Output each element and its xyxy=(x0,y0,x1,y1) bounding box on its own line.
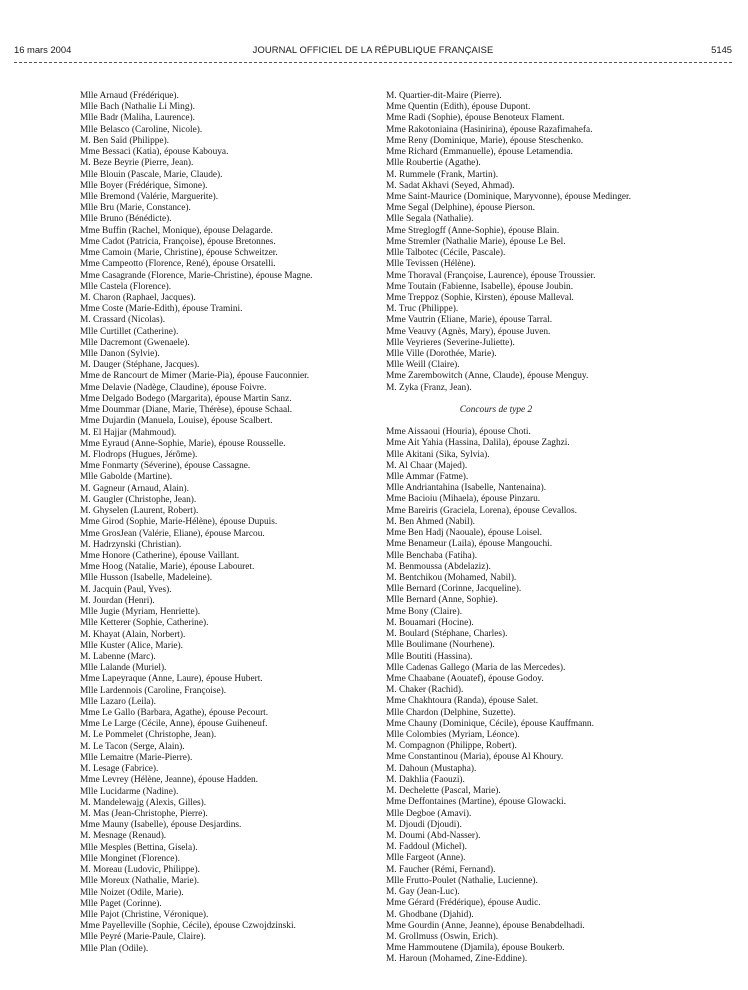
list-item: M. Chaker (Rachid). xyxy=(386,685,464,696)
list-item: Mlle Tevissen (Hélène). xyxy=(386,259,476,270)
list-item: M. Ghyselen (Laurent, Robert). xyxy=(80,506,199,517)
list-item: Mme Doummar (Diane, Marie, Thérèse), épouse Schaal. xyxy=(80,405,293,416)
list-item: Mlle Akitani (Sika, Sylvia). xyxy=(386,449,490,460)
list-item: Mlle Mesples (Bettina, Gisela). xyxy=(80,842,198,853)
list-item: M. Zyka (Franz, Jean). xyxy=(386,382,472,393)
page-header xyxy=(14,44,732,58)
list-item: Mlle Monginet (Florence). xyxy=(80,853,180,864)
list-item: Mme Aissaoui (Houria), épouse Choti. xyxy=(386,427,531,438)
list-item: Mme Buffin (Rachel, Monique), épouse Delagarde. xyxy=(80,225,273,236)
list-item: M. Dechelette (Pascal, Marie). xyxy=(386,786,501,797)
list-item: Mlle Kuster (Alice, Marie). xyxy=(80,640,184,651)
list-item: M. Al Chaar (Majed). xyxy=(386,460,468,471)
list-item: Mme GrosJean (Valérie, Eliane), épouse Marcou. xyxy=(80,528,265,539)
list-item: Mlle Pajot (Christine, Véronique). xyxy=(80,909,209,920)
list-item: Mme Radi (Sophie), épouse Benoteux Flament. xyxy=(386,113,565,124)
list-item: M. Mas (Jean-Christophe, Pierre). xyxy=(80,809,208,819)
list-item: Mlle Veyrieres (Severine-Juliette). xyxy=(386,337,515,348)
list-item: Mlle Lucidarme (Nadine). xyxy=(80,786,179,797)
list-item: M. Dauger (Stéphane, Jacques). xyxy=(80,360,200,371)
list-item: Mlle Ammar (Fatme). xyxy=(386,472,469,482)
list-item: M. Flodrops (Hugues, Jérôme). xyxy=(80,450,198,460)
list-item: Mlle Danon (Sylvie). xyxy=(80,349,160,360)
list-item: M. Ben Ahmed (Nabil). xyxy=(386,516,476,527)
list-item: Mme Honore (Catherine), épouse Vaillant. xyxy=(80,550,240,561)
list-item: Mlle Lalande (Muriel). xyxy=(80,663,167,674)
list-item: Mlle Chardon (Delphine, Suzette). xyxy=(386,707,516,718)
list-item: Mme Bareiris (Graciela, Lorena), épouse Cevallos. xyxy=(386,505,577,516)
list-item: Mlle Bru (Marie, Constance). xyxy=(80,203,191,214)
right-column xyxy=(386,91,704,966)
left-column xyxy=(80,91,380,955)
list-item: Mlle Boutiti (Hassina). xyxy=(386,651,473,662)
list-item: Mlle Peyré (Marie-Paule, Claire). xyxy=(80,932,206,943)
list-item: Mme Cadot (Patricia, Françoise), épouse Bretonnes. xyxy=(80,236,276,247)
list-item: Mme Gérard (Frédérique), épouse Audic. xyxy=(386,898,541,909)
list-item: Mlle Paget (Corinne). xyxy=(80,898,162,909)
list-item: Mlle Bernard (Anne, Sophie). xyxy=(386,595,498,606)
list-item: M. Gaugler (Christophe, Jean). xyxy=(80,494,197,505)
list-item: Mlle Lazaro (Leila). xyxy=(80,696,157,707)
list-item: Mme Chauny (Dominique, Cécile), épouse Kauffmann. xyxy=(386,718,594,729)
list-item: Mme Stremler (Nathalie Marie), épouse Le Bel. xyxy=(386,236,566,247)
list-item: Mme Le Gallo (Barbara, Agathe), épouse Pecourt. xyxy=(80,708,269,719)
list-item: Mlle Degboe (Amavi). xyxy=(386,808,472,819)
list-item: Mlle Weill (Claire). xyxy=(386,360,460,371)
list-item: M. Dakhlia (Faouzi). xyxy=(386,774,465,785)
header-date: 16 mars 2004 xyxy=(14,44,72,55)
list-item: M. Rummele (Frank, Martin). xyxy=(386,169,499,180)
list-item: M. Jourdan (Henri). xyxy=(80,595,155,606)
list-item: M. Khayat (Alain, Norbert). xyxy=(80,629,186,640)
list-item: M. Bentchikou (Mohamed, Nabil). xyxy=(386,572,517,583)
list-item: Mlle Lemaitre (Marie-Pierre). xyxy=(80,752,193,763)
list-item: Mme Veauvy (Agnès, Mary), épouse Juven. xyxy=(386,326,551,337)
list-item: M. Hadrzynski (Christian). xyxy=(80,539,182,550)
list-item: M. Beze Beyrie (Pierre, Jean). xyxy=(80,158,194,169)
list-item: M. Quartier-dit-Maire (Pierre). xyxy=(386,91,502,101)
header-page-number: 5145 xyxy=(711,44,732,55)
list-item: Mlle Noizet (Odile, Marie). xyxy=(80,887,184,898)
list-item: Mlle Belasco (Caroline, Nicole). xyxy=(80,124,203,135)
list-item: Mlle Ville (Dorothée, Marie). xyxy=(386,349,497,360)
list-item: M. Grollmuss (Oswin, Erich). xyxy=(386,931,499,942)
list-item: Mlle Segala (Nathalie). xyxy=(386,214,474,225)
list-item: M. Compagnon (Philippe, Robert). xyxy=(386,741,517,752)
list-item: Mme Hoog (Natalie, Marie), épouse Labouret. xyxy=(80,562,255,573)
list-item: Mlle Castela (Florence). xyxy=(80,281,172,292)
list-item: Mme Toutain (Fabienne, Isabelle), épouse Joubin. xyxy=(386,281,574,292)
list-item: Mlle Roubertie (Agathe). xyxy=(386,158,481,169)
list-item: Mme Treppoz (Sophie, Kirsten), épouse Malleval. xyxy=(386,292,574,303)
list-item: Mlle Moreux (Nathalie, Marie). xyxy=(80,876,200,887)
list-item: M. Doumi (Abd-Nasser). xyxy=(386,831,481,841)
list-item: M. Mesnage (Renaud). xyxy=(80,831,167,842)
list-item: Mme Fonmarty (Séverine), épouse Cassagne. xyxy=(80,461,251,472)
list-item: Mme Girod (Sophie, Marie-Hélène), épouse Dupuis. xyxy=(80,517,278,528)
right-column-list xyxy=(386,91,704,394)
list-item: M. Ghodbane (Djahid). xyxy=(386,909,474,920)
list-item: Mme Payelleville (Sophie, Cécile), épouse Czwojdzinski. xyxy=(80,921,296,932)
list-item: Mme Gourdin (Anne, Jeanne), épouse Benabdelhadi. xyxy=(386,920,585,931)
list-item: M. Le Tacon (Serge, Alain). xyxy=(80,741,185,752)
list-item: Mlle Arnaud (Frédérique). xyxy=(80,91,179,101)
list-item: M. Le Pommelet (Christophe, Jean). xyxy=(80,730,217,741)
list-item: Mlle Lardennois (Caroline, Françoise). xyxy=(80,685,227,696)
list-item: Mlle Curtillet (Catherine). xyxy=(80,326,179,337)
list-item: Mlle Dacremont (Gwenaele). xyxy=(80,337,190,348)
list-item: Mme Richard (Emmanuelle), épouse Letamendia. xyxy=(386,147,573,158)
list-item: Mlle Gabolde (Martine). xyxy=(80,472,173,483)
list-item: Mlle Plan (Odile). xyxy=(80,943,149,954)
list-item: Mme Ait Yahia (Hassina, Dalila), épouse Zaghzi. xyxy=(386,438,570,449)
list-item: M. Charon (Raphael, Jacques). xyxy=(80,292,196,303)
list-item: Mlle Cadenas Gallego (Maria de las Mercedes). xyxy=(386,662,566,673)
list-item: Mme Rakotoniaina (Hasinirina), épouse Razafimahefa. xyxy=(386,124,593,135)
list-item: Mme Campeotto (Florence, René), épouse Orsatelli. xyxy=(80,259,276,270)
right-column-list-type2 xyxy=(386,427,704,966)
list-item: Mme Chakhtoura (Randa), épouse Salet. xyxy=(386,696,539,707)
list-item: Mlle Bremond (Valérie, Marguerite). xyxy=(80,191,219,202)
list-item: Mme Quentin (Edith), épouse Dupont. xyxy=(386,102,531,113)
list-item: Mlle Talbotec (Cécile, Pascale). xyxy=(386,248,506,259)
list-item: Mlle Benchaba (Fatiha). xyxy=(386,550,478,561)
list-item: Mlle Blouin (Pascale, Marie, Claude). xyxy=(80,169,223,180)
list-item: Mme Benameur (Laila), épouse Mangouchi. xyxy=(386,539,553,550)
list-item: Mme Constantinou (Maria), épouse Al Khoury. xyxy=(386,752,564,763)
list-item: Mlle Husson (Isabelle, Madeleine). xyxy=(80,573,213,584)
list-item: Mlle Colombies (Myriam, Léonce). xyxy=(386,730,520,741)
list-item: M. Gay (Jean-Luc). xyxy=(386,887,460,898)
list-item: M. Boulard (Stéphane, Charles). xyxy=(386,629,508,640)
list-item: Mme Hammoutene (Djamila), épouse Boukerb. xyxy=(386,943,565,954)
list-item: Mme Delavie (Nadège, Claudine), épouse Foivre. xyxy=(80,382,267,393)
list-item: Mlle Bernard (Corinne, Jacqueline). xyxy=(386,584,522,595)
list-item: Mlle Bruno (Bénédicte). xyxy=(80,214,172,225)
list-item: Mme Vautrin (Eliane, Marie), épouse Tarral. xyxy=(386,315,553,326)
list-item: Mme Chaabane (Aouatef), épouse Godoy. xyxy=(386,673,544,684)
list-item: M. Faucher (Rémi, Fernand). xyxy=(386,864,496,875)
list-item: Mme Dujardin (Manuela, Louise), épouse Scalbert. xyxy=(80,416,273,427)
list-item: Mme Mauny (Isabelle), épouse Desjardins. xyxy=(80,820,242,831)
list-item: Mme Segal (Delphine), épouse Pierson. xyxy=(386,203,535,214)
list-item: Mme Reny (Dominique, Marie), épouse Steschenko. xyxy=(386,135,584,146)
list-item: M. Crassard (Nicolas). xyxy=(80,315,166,326)
list-item: Mme Delgado Bodego (Margarita), épouse Martin Sanz. xyxy=(80,393,292,404)
list-item: M. Moreau (Ludovic, Philippe). xyxy=(80,865,200,876)
list-item: Mme Lapeyraque (Anne, Laure), épouse Hubert. xyxy=(80,674,263,685)
section-heading: Concours de type 2 xyxy=(459,404,533,415)
list-item: M. Labenne (Marc). xyxy=(80,651,156,662)
list-item: Mme Camoin (Marie, Christine), épouse Schweitzer. xyxy=(80,248,278,259)
list-item: Mme Thoraval (Françoise, Laurence), épouse Troussier. xyxy=(386,270,596,281)
list-item: M. Djoudi (Djoudi). xyxy=(386,819,462,830)
list-item: M. El Hajjar (Mahmoud). xyxy=(80,427,177,438)
list-item: Mme Streglogff (Anne-Sophie), épouse Blain. xyxy=(386,225,560,236)
list-item: Mlle Bach (Nathalie Li Ming). xyxy=(80,102,195,113)
list-item: Mme Casagrande (Florence, Marie-Christine), épouse Magne. xyxy=(80,270,313,281)
list-item: Mlle Boulimane (Nourhene). xyxy=(386,640,495,651)
header-divider xyxy=(14,62,732,63)
list-item: Mlle Frutto-Poulet (Nathalie, Lucienne). xyxy=(386,875,538,886)
list-item: Mlle Boyer (Frédérique, Simone). xyxy=(80,180,208,191)
list-item: Mme Bacioiu (Mihaela), épouse Pinzaru. xyxy=(386,494,541,505)
list-item: Mme Bessaci (Katia), épouse Kabouya. xyxy=(80,147,229,158)
list-item: Mme Eyraud (Anne-Sophie, Marie), épouse Rousselle. xyxy=(80,438,286,449)
list-item: Mlle Andriantahina (Isabelle, Nantenaina). xyxy=(386,483,547,494)
list-item: M. Ben Saïd (Philippe). xyxy=(80,135,170,146)
list-item: Mme Coste (Marie-Edith), épouse Tramini. xyxy=(80,304,243,315)
list-item: M. Lesage (Fabrice). xyxy=(80,764,159,775)
list-item: M. Dahoun (Mustapha). xyxy=(386,763,477,774)
list-item: M. Truc (Philippe). xyxy=(386,304,459,315)
header-title: JOURNAL OFFICIEL DE LA RÉPUBLIQUE FRANÇAISE xyxy=(252,44,494,55)
list-item: M. Jacquin (Paul, Yves). xyxy=(80,584,172,595)
list-item: Mme Levrey (Hélène, Jeanne), épouse Hadden. xyxy=(80,775,258,786)
list-item: M. Benmoussa (Abdelaziz). xyxy=(386,561,491,572)
list-item: M. Haroun (Mohamed, Zine-Eddine). xyxy=(386,954,528,965)
list-item: Mlle Badr (Maliha, Laurence). xyxy=(80,113,195,124)
list-item: Mlle Fargeot (Anne). xyxy=(386,853,466,864)
list-item: Mme Saint-Maurice (Dominique, Maryvonne), épouse Medinger. xyxy=(386,191,631,202)
list-item: Mme Ben Hadj (Naouale), épouse Loisel. xyxy=(386,528,542,539)
list-item: Mme de Rancourt de Mimer (Marie-Pia), épouse Fauconnier. xyxy=(80,371,310,382)
list-item: M. Mandelewajg (Alexis, Gilles). xyxy=(80,797,207,808)
list-item: M. Faddoul (Michel). xyxy=(386,842,467,853)
list-item: Mlle Ketterer (Sophie, Catherine). xyxy=(80,618,209,629)
list-item: M. Gagneur (Arnaud, Alain). xyxy=(80,483,189,494)
list-item: Mme Bony (Claire). xyxy=(386,606,463,617)
list-item: M. Bouamari (Hocine). xyxy=(386,617,474,628)
list-item: Mme Deffontaines (Martine), épouse Glowacki. xyxy=(386,797,566,808)
list-item: Mlle Jugie (Myriam, Henriette). xyxy=(80,607,201,618)
list-item: M. Sadat Akhavi (Seyed, Ahmad). xyxy=(386,180,515,191)
list-item: Mme Le Large (Cécile, Anne), épouse Guiheneuf. xyxy=(80,719,268,730)
list-item: Mme Zarembowitch (Anne, Claude), épouse Menguy. xyxy=(386,371,589,382)
